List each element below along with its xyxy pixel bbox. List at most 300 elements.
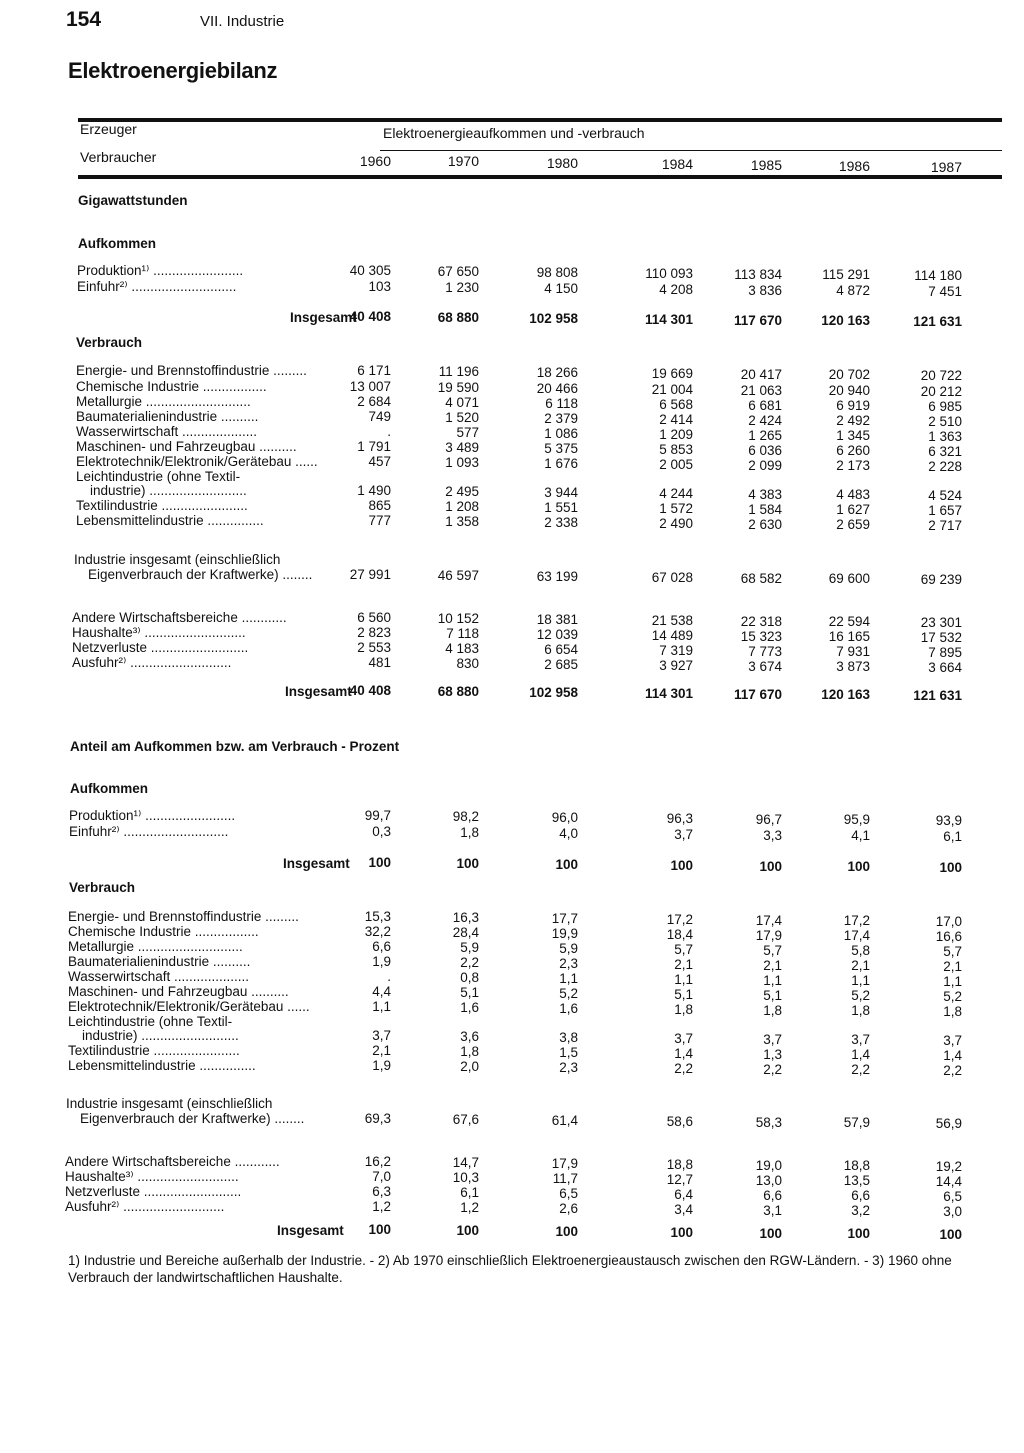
cell-v_ausf-1985: 3 674 (748, 658, 782, 674)
cell-v_netz-1970: 4 183 (445, 640, 479, 656)
cell-p_einf-1986: 4,1 (851, 828, 870, 844)
cell-q_tot-1970: 100 (456, 1222, 479, 1238)
section-percent: Anteil am Aufkommen bzw. am Verbrauch - Prozent (70, 739, 400, 754)
cell-p_prod-1984: 96,3 (666, 810, 693, 826)
cell-a_tot-1960: 40 408 (349, 309, 391, 324)
row-label-v_haus: Haushalte³⁾ ........................... (72, 625, 246, 640)
row-label-q_chemie: Chemische Industrie ................. (68, 924, 259, 939)
cell-p_atot-1980: 100 (555, 856, 578, 872)
cell-q_andere-1987: 19,2 (935, 1159, 962, 1175)
cell-q_textil-1960: 2,1 (372, 1043, 391, 1058)
cell-q_ausf-1987: 3,0 (943, 1204, 962, 1220)
year-header-1987: 1987 (930, 159, 962, 175)
row-label-q_elektro: Elektrotechnik/Elektronik/Gerätebau ...... (68, 999, 310, 1014)
cell-v_ausf-1987: 3 664 (928, 660, 962, 676)
cell-v_ausf-1970: 830 (456, 655, 479, 671)
cell-v_haus-1970: 7 118 (446, 625, 479, 641)
cell-q_metall-1984: 5,7 (674, 941, 693, 957)
year-header-1985: 1985 (750, 157, 782, 173)
row-label-v_leicht1: Leichtindustrie (ohne Textil- (76, 469, 241, 484)
cell-q_leicht2-1987: 3,7 (943, 1033, 962, 1049)
cell-q_lebens-1980: 2,3 (559, 1059, 578, 1075)
row-label-q_metall: Metallurgie ............................ (68, 939, 243, 954)
cell-a_tot-1987: 121 631 (913, 314, 962, 330)
cell-a_prod-1985: 113 834 (734, 266, 782, 282)
cell-v_metall-1985: 6 681 (748, 397, 782, 413)
cell-q_haus-1980: 11,7 (552, 1170, 578, 1186)
cell-q_masch-1985: 5,1 (763, 987, 782, 1003)
cell-q_energie-1987: 17,0 (935, 914, 962, 930)
cell-q_ausf-1986: 3,2 (851, 1203, 870, 1219)
cell-a_prod-1960: 40 305 (349, 263, 391, 278)
cell-q_textil-1986: 1,4 (851, 1047, 870, 1063)
cell-v_textil-1984: 1 572 (659, 500, 693, 516)
cell-q_metall-1985: 5,7 (763, 942, 782, 958)
cell-v_andere-1984: 21 538 (651, 612, 693, 628)
row-label-v_leicht2: industrie) .......................... (90, 483, 247, 498)
cell-v_chemie-1960: 13 007 (349, 379, 391, 394)
cell-q_elektro-1984: 1,8 (674, 1001, 693, 1017)
cell-q_energie-1985: 17,4 (755, 912, 782, 928)
cell-v_masch-1980: 5 375 (544, 440, 578, 456)
row-label-v_chemie: Chemische Industrie ................. (76, 379, 267, 394)
cell-v_leicht2-1960: 1 490 (357, 483, 391, 498)
cell-p_atot-1960: 100 (368, 855, 391, 870)
cell-v_leicht2-1980: 3 944 (544, 484, 578, 500)
cell-v_tot-1970: 68 880 (437, 683, 479, 699)
cell-v_ausf-1960: 481 (368, 655, 391, 670)
cell-v_netz-1980: 6 654 (544, 641, 578, 657)
cell-p_einf-1980: 4,0 (559, 825, 578, 841)
cell-a_prod-1970: 67 650 (437, 263, 479, 279)
cell-v_metall-1980: 6 118 (545, 395, 578, 411)
cell-a_tot-1985: 117 670 (733, 312, 782, 328)
cell-q_leicht2-1986: 3,7 (851, 1032, 870, 1048)
section-gwh: Gigawattstunden (78, 193, 188, 208)
cell-v_textil-1985: 1 584 (748, 501, 782, 517)
cell-v_tot-1960: 40 408 (349, 683, 391, 698)
cell-a_einf-1984: 4 208 (659, 281, 693, 297)
row-label-p_einf: Einfuhr²⁾ ............................ (69, 824, 229, 839)
cell-a_prod-1986: 115 291 (822, 267, 870, 283)
cell-v_textil-1980: 1 551 (544, 499, 578, 515)
cell-v_masch-1984: 5 853 (659, 441, 693, 457)
cell-q_energie-1970: 16,3 (452, 909, 479, 925)
cell-q_netz-1986: 6,6 (851, 1188, 870, 1204)
cell-v_haus-1980: 12 039 (536, 626, 578, 642)
cell-v_energie-1984: 19 669 (651, 365, 693, 381)
cell-v_ausf-1980: 2 685 (544, 656, 578, 672)
row-label-v_bau: Baumaterialienindustrie .......... (76, 409, 259, 424)
cell-q_energie-1984: 17,2 (666, 911, 693, 927)
cell-q_masch-1986: 5,2 (851, 988, 870, 1004)
cell-v_lebens-1987: 2 717 (928, 518, 962, 534)
cell-q_textil-1970: 1,8 (460, 1043, 479, 1059)
cell-a_einf-1980: 4 150 (544, 280, 578, 296)
table-top-rule (78, 118, 1002, 122)
cell-v_wasser-1980: 1 086 (544, 425, 578, 441)
cell-q_lebens-1984: 2,2 (674, 1060, 693, 1076)
cell-v_netz-1987: 7 895 (928, 645, 962, 661)
cell-q_wasser-1970: 0,8 (460, 969, 479, 985)
cell-v_ind2-1984: 67 028 (651, 569, 693, 585)
row-label-v_netz: Netzverluste .......................... (72, 640, 249, 655)
cell-q_andere-1980: 17,9 (551, 1155, 578, 1171)
cell-v_ind2-1970: 46 597 (437, 567, 479, 583)
cell-q_metall-1987: 5,7 (943, 944, 962, 960)
row-label-total: Insgesamt (277, 1223, 344, 1238)
cell-q_elektro-1970: 1,6 (460, 999, 479, 1015)
cell-q_bau-1980: 2,3 (559, 955, 578, 971)
row-label-total: Insgesamt (285, 684, 352, 699)
row-label-q_lebens: Lebensmittelindustrie ............... (68, 1058, 256, 1073)
cell-v_masch-1987: 6 321 (928, 444, 962, 460)
row-label-q_wasser: Wasserwirtschaft .................... (68, 969, 250, 984)
row-label-v_textil: Textilindustrie ....................... (76, 498, 248, 513)
cell-v_textil-1987: 1 657 (928, 503, 962, 519)
cell-p_atot-1987: 100 (939, 860, 962, 876)
cell-q_ind2-1984: 58,6 (666, 1113, 693, 1129)
cell-a_tot-1984: 114 301 (644, 311, 693, 327)
cell-q_wasser-1987: 1,1 (943, 974, 962, 990)
cell-a_prod-1980: 98 808 (536, 264, 578, 280)
cell-q_netz-1970: 6,1 (460, 1184, 479, 1200)
cell-a_einf-1986: 4 872 (836, 283, 870, 299)
cell-v_elektro-1987: 2 228 (928, 459, 962, 475)
cell-q_metall-1960: 6,6 (372, 939, 391, 954)
cell-v_bau-1987: 2 510 (928, 414, 962, 430)
cell-v_bau-1985: 2 424 (748, 412, 782, 428)
row-label-q_andere: Andere Wirtschaftsbereiche ............ (65, 1154, 280, 1169)
chapter-title: VII. Industrie (200, 13, 285, 30)
cell-a_einf-1970: 1 230 (445, 279, 479, 295)
row-label-p_prod: Produktion¹⁾ ........................ (69, 808, 236, 823)
cell-v_textil-1986: 1 627 (836, 502, 870, 518)
cell-q_elektro-1980: 1,6 (559, 1000, 578, 1016)
cell-q_lebens-1960: 1,9 (372, 1058, 391, 1073)
cell-v_energie-1980: 18 266 (536, 364, 578, 380)
cell-q_tot-1985: 100 (759, 1225, 782, 1241)
cell-q_ind2-1985: 58,3 (755, 1114, 782, 1130)
cell-p_atot-1970: 100 (456, 855, 479, 871)
cell-a_tot-1980: 102 958 (529, 310, 578, 326)
row-label-v_elektro: Elektrotechnik/Elektronik/Gerätebau ...... (76, 454, 318, 469)
cell-v_netz-1986: 7 931 (836, 644, 870, 660)
cell-q_haus-1985: 13,0 (755, 1172, 782, 1188)
cell-v_chemie-1980: 20 466 (536, 380, 578, 396)
cell-q_textil-1980: 1,5 (559, 1044, 578, 1060)
row-label-v_ind1: Industrie insgesamt (einschließlich (74, 552, 281, 567)
cell-v_chemie-1984: 21 004 (651, 381, 693, 397)
cell-q_netz-1987: 6,5 (943, 1189, 962, 1205)
section-aufkommen: Aufkommen (78, 236, 157, 251)
cell-v_lebens-1986: 2 659 (836, 517, 870, 533)
cell-v_lebens-1970: 1 358 (445, 513, 479, 529)
row-label-a_einf: Einfuhr²⁾ ............................ (77, 279, 237, 294)
cell-q_leicht2-1960: 3,7 (372, 1028, 391, 1043)
cell-v_ind2-1985: 68 582 (740, 570, 782, 586)
cell-q_ausf-1960: 1,2 (372, 1199, 391, 1214)
cell-q_ausf-1984: 3,4 (674, 1201, 693, 1217)
cell-q_chemie-1985: 17,9 (755, 927, 782, 943)
cell-q_masch-1980: 5,2 (559, 985, 578, 1001)
cell-q_leicht2-1985: 3,7 (763, 1031, 782, 1047)
cell-v_wasser-1987: 1 363 (928, 429, 962, 445)
cell-v_bau-1980: 2 379 (544, 410, 578, 426)
row-label-q_ind1: Industrie insgesamt (einschließlich (66, 1096, 273, 1111)
cell-v_masch-1970: 3 489 (445, 439, 479, 455)
cell-v_ausf-1984: 3 927 (659, 657, 693, 673)
row-label-v_masch: Maschinen- und Fahrzeugbau .......... (76, 439, 297, 454)
cell-q_lebens-1985: 2,2 (763, 1061, 782, 1077)
cell-q_netz-1980: 6,5 (559, 1185, 578, 1201)
cell-v_wasser-1970: 577 (456, 424, 479, 440)
cell-q_ausf-1985: 3,1 (763, 1202, 782, 1218)
row-label-q_netz: Netzverluste .......................... (65, 1184, 242, 1199)
cell-p_einf-1985: 3,3 (763, 827, 782, 843)
cell-q_andere-1984: 18,8 (666, 1156, 693, 1172)
cell-v_andere-1970: 10 152 (437, 610, 479, 626)
cell-q_andere-1986: 18,8 (843, 1158, 870, 1174)
cell-v_textil-1960: 865 (368, 498, 391, 513)
cell-v_wasser-1986: 1 345 (836, 428, 870, 444)
cell-q_metall-1980: 5,9 (559, 940, 578, 956)
cell-q_chemie-1984: 18,4 (666, 926, 693, 942)
cell-v_chemie-1987: 20 212 (920, 384, 962, 400)
cell-p_einf-1984: 3,7 (674, 826, 693, 842)
cell-v_tot-1987: 121 631 (913, 688, 962, 704)
cell-v_tot-1985: 117 670 (733, 686, 782, 702)
cell-v_chemie-1986: 20 940 (828, 383, 870, 399)
header-mid-rule (380, 150, 1002, 151)
cell-p_einf-1970: 1,8 (460, 824, 479, 840)
cell-v_elektro-1970: 1 093 (445, 454, 479, 470)
cell-v_ausf-1986: 3 873 (836, 659, 870, 675)
cell-q_lebens-1987: 2,2 (943, 1063, 962, 1079)
row-label-total: Insgesamt (283, 856, 350, 871)
cell-v_metall-1984: 6 568 (659, 396, 693, 412)
row-label-v_lebens: Lebensmittelindustrie ............... (76, 513, 264, 528)
cell-v_masch-1960: 1 791 (357, 439, 391, 454)
cell-v_elektro-1980: 1 676 (544, 455, 578, 471)
row-label-v_andere: Andere Wirtschaftsbereiche ............ (72, 610, 287, 625)
cell-v_netz-1985: 7 773 (748, 643, 782, 659)
cell-v_ind2-1980: 63 199 (536, 568, 578, 584)
cell-q_ausf-1980: 2,6 (559, 1200, 578, 1216)
cell-q_haus-1986: 13,5 (843, 1173, 870, 1189)
row-label-v_wasser: Wasserwirtschaft .................... (76, 424, 258, 439)
cell-v_energie-1970: 11 196 (438, 363, 479, 379)
cell-v_textil-1970: 1 208 (445, 498, 479, 514)
cell-v_metall-1960: 2 684 (357, 394, 391, 409)
cell-q_ind2-1970: 67,6 (452, 1111, 479, 1127)
cell-v_elektro-1960: 457 (368, 454, 391, 469)
cell-q_andere-1985: 19,0 (755, 1157, 782, 1173)
cell-v_andere-1986: 22 594 (828, 614, 870, 630)
cell-q_textil-1987: 1,4 (943, 1048, 962, 1064)
cell-v_haus-1987: 17 532 (920, 630, 962, 646)
cell-p_einf-1960: 0,3 (372, 824, 391, 839)
cell-v_lebens-1984: 2 490 (659, 515, 693, 531)
cell-q_masch-1984: 5,1 (674, 986, 693, 1002)
cell-p_prod-1987: 93,9 (935, 813, 962, 829)
cell-p_prod-1960: 99,7 (364, 808, 391, 823)
cell-q_lebens-1970: 2,0 (460, 1058, 479, 1074)
cell-q_metall-1986: 5,8 (851, 943, 870, 959)
cell-q_ind2-1986: 57,9 (843, 1115, 870, 1131)
row-label-total: Insgesamt (290, 310, 357, 325)
cell-q_elektro-1960: 1,1 (372, 999, 391, 1014)
cell-v_wasser-1985: 1 265 (748, 427, 782, 443)
cell-q_haus-1987: 14,4 (935, 1174, 962, 1190)
cell-q_bau-1960: 1,9 (372, 954, 391, 969)
cell-q_leicht2-1984: 3,7 (674, 1030, 693, 1046)
cell-v_chemie-1985: 21 063 (740, 382, 782, 398)
page-title: Elektroenergiebilanz (68, 58, 278, 83)
cell-q_haus-1970: 10,3 (452, 1169, 479, 1185)
cell-q_elektro-1985: 1,8 (763, 1002, 782, 1018)
header-producer: Erzeuger (80, 121, 137, 137)
row-label-v_metall: Metallurgie ............................ (76, 394, 251, 409)
section-verbrauch-percent: Verbrauch (69, 880, 136, 895)
cell-v_ind2-1986: 69 600 (828, 571, 870, 587)
cell-v_lebens-1960: 777 (368, 513, 391, 528)
cell-p_prod-1985: 96,7 (755, 811, 782, 827)
header-consumer: Verbraucher (80, 149, 157, 165)
cell-v_energie-1987: 20 722 (920, 368, 962, 384)
cell-v_leicht2-1987: 4 524 (928, 488, 962, 504)
cell-q_andere-1970: 14,7 (452, 1154, 479, 1170)
cell-q_leicht2-1980: 3,8 (559, 1029, 578, 1045)
year-header-1960: 1960 (359, 153, 391, 169)
cell-v_andere-1960: 6 560 (357, 610, 391, 625)
cell-v_lebens-1985: 2 630 (748, 516, 782, 532)
cell-v_ind2-1960: 27 991 (349, 567, 391, 582)
cell-q_chemie-1980: 19,9 (551, 925, 578, 941)
cell-p_einf-1987: 6,1 (943, 829, 962, 845)
cell-q_bau-1987: 2,1 (943, 959, 962, 975)
cell-q_bau-1986: 2,1 (851, 958, 870, 974)
cell-v_bau-1970: 1 520 (445, 409, 479, 425)
cell-v_andere-1987: 23 301 (920, 615, 962, 631)
cell-q_chemie-1987: 16,6 (935, 929, 962, 945)
cell-q_wasser-1984: 1,1 (674, 971, 693, 987)
header-bottom-rule (78, 175, 1002, 179)
cell-q_ind2-1987: 56,9 (935, 1116, 962, 1132)
cell-q_chemie-1986: 17,4 (843, 928, 870, 944)
cell-q_masch-1970: 5,1 (460, 984, 479, 1000)
cell-v_leicht2-1970: 2 495 (445, 483, 479, 499)
cell-p_prod-1980: 96,0 (551, 809, 578, 825)
cell-q_tot-1980: 100 (555, 1223, 578, 1239)
cell-q_ausf-1970: 1,2 (460, 1199, 479, 1215)
year-header-1984: 1984 (661, 156, 693, 172)
cell-a_einf-1960: 103 (368, 279, 391, 294)
row-label-q_ind2: Eigenverbrauch der Kraftwerke) ........ (80, 1111, 305, 1126)
cell-v_leicht2-1986: 4 483 (836, 487, 870, 503)
row-label-q_haus: Haushalte³⁾ ........................... (65, 1169, 239, 1184)
row-label-q_ausf: Ausfuhr²⁾ ........................... (65, 1199, 225, 1214)
cell-a_einf-1985: 3 836 (748, 282, 782, 298)
cell-v_wasser-1984: 1 209 (659, 426, 693, 442)
cell-v_netz-1984: 7 319 (659, 642, 693, 658)
cell-v_bau-1986: 2 492 (836, 413, 870, 429)
cell-p_atot-1985: 100 (759, 858, 782, 874)
cell-p_prod-1986: 95,9 (843, 812, 870, 828)
cell-q_wasser-1985: 1,1 (763, 972, 782, 988)
row-label-v_ind2: Eigenverbrauch der Kraftwerke) ........ (88, 567, 313, 582)
cell-v_lebens-1980: 2 338 (544, 514, 578, 530)
header-group: Elektroenergieaufkommen und -verbrauch (383, 125, 645, 141)
cell-v_energie-1986: 20 702 (828, 367, 870, 383)
cell-v_energie-1985: 20 417 (740, 366, 782, 382)
cell-v_tot-1980: 102 958 (529, 684, 578, 700)
cell-p_prod-1970: 98,2 (452, 808, 479, 824)
cell-q_metall-1970: 5,9 (460, 939, 479, 955)
cell-q_wasser-1980: 1,1 (559, 970, 578, 986)
cell-q_wasser-1986: 1,1 (851, 973, 870, 989)
cell-v_elektro-1984: 2 005 (659, 456, 693, 472)
cell-v_haus-1985: 15 323 (740, 628, 782, 644)
row-label-q_bau: Baumaterialienindustrie .......... (68, 954, 251, 969)
row-label-q_textil: Textilindustrie ....................... (68, 1043, 240, 1058)
cell-v_andere-1980: 18 381 (536, 611, 578, 627)
cell-v_haus-1960: 2 823 (357, 625, 391, 640)
cell-q_bau-1985: 2,1 (763, 957, 782, 973)
row-label-v_energie: Energie- und Brennstoffindustrie ......... (76, 363, 307, 378)
cell-v_metall-1986: 6 919 (836, 398, 870, 414)
cell-q_ind2-1980: 61,4 (551, 1112, 578, 1128)
cell-q_energie-1986: 17,2 (843, 913, 870, 929)
cell-q_andere-1960: 16,2 (364, 1154, 391, 1169)
cell-a_tot-1970: 68 880 (437, 309, 479, 325)
cell-v_masch-1986: 6 260 (836, 443, 870, 459)
cell-v_chemie-1970: 19 590 (437, 379, 479, 395)
cell-a_prod-1987: 114 180 (914, 268, 962, 284)
cell-a_tot-1986: 120 163 (821, 313, 870, 329)
row-label-a_prod: Produktion¹⁾ ........................ (77, 263, 244, 278)
cell-q_wasser-1960: . (387, 969, 391, 984)
cell-v_energie-1960: 6 171 (357, 363, 391, 378)
cell-q_netz-1985: 6,6 (763, 1187, 782, 1203)
cell-v_elektro-1985: 2 099 (748, 457, 782, 473)
cell-q_ind2-1960: 69,3 (364, 1111, 391, 1126)
row-label-q_leicht2: industrie) .......................... (82, 1028, 239, 1043)
cell-q_bau-1984: 2,1 (674, 956, 693, 972)
cell-v_elektro-1986: 2 173 (836, 458, 870, 474)
cell-q_chemie-1960: 32,2 (364, 924, 391, 939)
cell-a_prod-1984: 110 093 (645, 265, 693, 281)
cell-v_netz-1960: 2 553 (357, 640, 391, 655)
cell-q_haus-1960: 7,0 (372, 1169, 391, 1184)
cell-q_bau-1970: 2,2 (460, 954, 479, 970)
section-aufkommen-percent: Aufkommen (70, 781, 149, 796)
footnote: 1) Industrie und Bereiche außerhalb der Industrie. - 2) Ab 1970 einschließlich Elektroenergieaustausch zwischen den RGW-Ländern. - 3) 1960 ohne Verbrauch der landwirtschaftlichen Haushalte. (68, 1253, 952, 1285)
year-header-1970: 1970 (447, 153, 479, 169)
cell-q_haus-1984: 12,7 (666, 1171, 693, 1187)
cell-q_chemie-1970: 28,4 (452, 924, 479, 940)
cell-q_energie-1960: 15,3 (364, 909, 391, 924)
cell-v_tot-1984: 114 301 (644, 685, 693, 701)
cell-v_leicht2-1985: 4 383 (748, 486, 782, 502)
cell-v_metall-1970: 4 071 (445, 394, 479, 410)
page-number: 154 (66, 8, 102, 31)
cell-q_tot-1960: 100 (368, 1222, 391, 1237)
cell-q_tot-1984: 100 (670, 1224, 693, 1240)
cell-v_andere-1985: 22 318 (740, 613, 782, 629)
cell-q_netz-1984: 6,4 (674, 1186, 693, 1202)
row-label-q_masch: Maschinen- und Fahrzeugbau .......... (68, 984, 289, 999)
